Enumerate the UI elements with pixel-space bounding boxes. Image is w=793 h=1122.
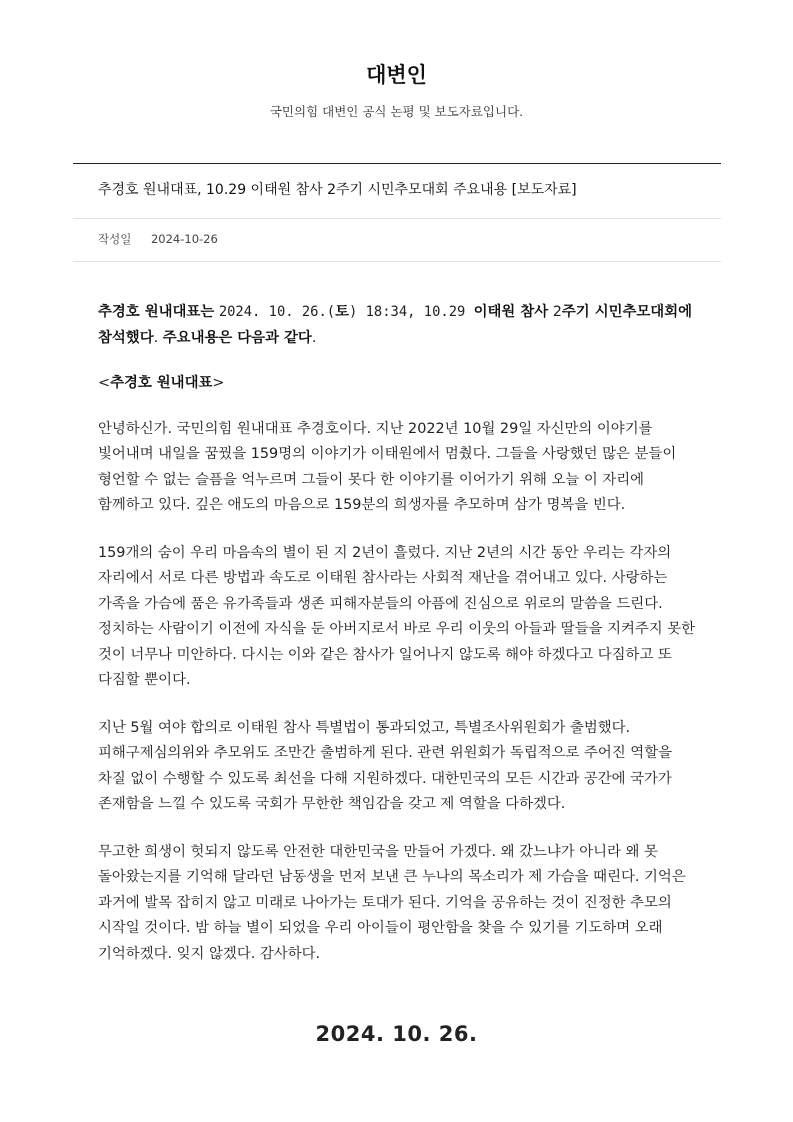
section-heading-close: > bbox=[212, 375, 225, 391]
article-paragraph: 지난 5월 여야 합의로 이태원 참사 특별법이 통과되었고, 특별조사위원회가 출범했다. 피해구제심의위와 추모위도 조만간 출범하게 된다. 관련 위원회가 독립적으로 주어진 역할을 차질 없이 수행할 수 있도록 최선을 다해 지원하겠다. 대한민국의 모든 시간과 공간에 국가가 존재함을 느낄 수 있도록 국회가 무한한 책임감을 갖고 제 역할을 다하겠다. bbox=[98, 719, 672, 812]
lead-text: ) 18:34, 10.29 bbox=[349, 304, 474, 320]
lead-text: . bbox=[311, 329, 317, 346]
meta-date-value: 2024-10-26 bbox=[150, 232, 218, 246]
lead-text: 주요내용은 다음과 같다 bbox=[162, 329, 312, 346]
article-body bbox=[98, 300, 698, 989]
lead-text: . bbox=[153, 329, 163, 346]
lead-text: 2024. 10. 26.( bbox=[218, 304, 336, 320]
lead-text: 주기 시민추모대회에 참석했다 bbox=[98, 304, 693, 346]
header-divider bbox=[73, 163, 721, 164]
site-tagline: 국민의힘 대변인 공식 논평 및 보도자료입니다. bbox=[269, 104, 524, 119]
title-divider bbox=[73, 218, 721, 219]
lead-text: 추경호 원내대표는 bbox=[98, 304, 215, 320]
footer-date: 2024. 10. 26. bbox=[315, 1022, 478, 1046]
article-paragraph: 무고한 희생이 헛되지 않도록 안전한 대한민국을 만들어 가겠다. 왜 갔느냐가 아니라 왜 못 돌아왔는지를 기억해 달라던 남동생을 먼저 보낸 큰 누나의 목소리가 제 가슴을 때린다. 기억은 과거에 발목 잡히지 않고 미래로 나아가는 토대가 된다. 기억을 공유하는 것이 진정한 추모의 시작일 것이다. 밤 하늘 별이 되었을 우리 아이들이 평안함을 찾을 수 있기를 기도하며 오래 기억하겠다. 잊지 않겠다. 감사하다. bbox=[98, 843, 686, 962]
article-paragraph: 159개의 숨이 우리 마음속의 별이 된 지 2년이 흘렀다. 지난 2년의 시간 동안 우리는 각자의 자리에서 서로 다른 방법과 속도로 이태원 참사라는 사회적 재난을 겪어내고 있다. 사랑하는 가족을 가슴에 품은 유가족들과 생존 피해자분들의 아픔에 진심으로 위로의 말씀을 드린다. 정치하는 사람이기 이전에 자식을 둔 아버지로서 바로 우리 이웃의 아들과 딸들을 지켜주지 못한 것이 너무나 미안하다. 다시는 이와 같은 참사가 일어나지 않도록 해야 하겠다고 다짐하고 또 다짐할 뿐이다. bbox=[98, 544, 696, 688]
section-heading-open: < bbox=[98, 375, 111, 391]
meta-divider bbox=[73, 261, 721, 262]
article-paragraph: 안녕하신가. 국민의힘 원내대표 추경호이다. 지난 2022년 10월 29일 자신만의 이야기를 빛어내며 내일을 꿈꿨을 159명의 이야기가 이태원에서 멈췄다. 그들을 사랑했던 많은 분들이 형언할 수 없는 슬픔을 억누르며 그들이 못다 한 이야기를 이어가기 위해 오늘 이 자리에 함께하고 있다. 깊은 애도의 마음으로 159분의 희생자를 추모하며 삼가 명복을 빈다. bbox=[98, 420, 677, 513]
post-title: 추경호 원내대표, 10.29 이태원 참사 2주기 시민추모대회 주요내용 [보도자료] bbox=[98, 182, 577, 198]
meta-date-label: 작성일 bbox=[98, 232, 132, 246]
section-heading-name: 추경호 원내대표 bbox=[110, 375, 213, 391]
section-heading bbox=[98, 371, 698, 397]
lead-text: 이태원 참사 bbox=[473, 304, 549, 320]
lead-text: 토 bbox=[335, 304, 350, 320]
site-title[interactable]: 대변인 bbox=[366, 63, 427, 87]
lead-text: 2 bbox=[548, 304, 562, 320]
article-lead bbox=[98, 300, 698, 351]
post-meta bbox=[98, 229, 218, 249]
